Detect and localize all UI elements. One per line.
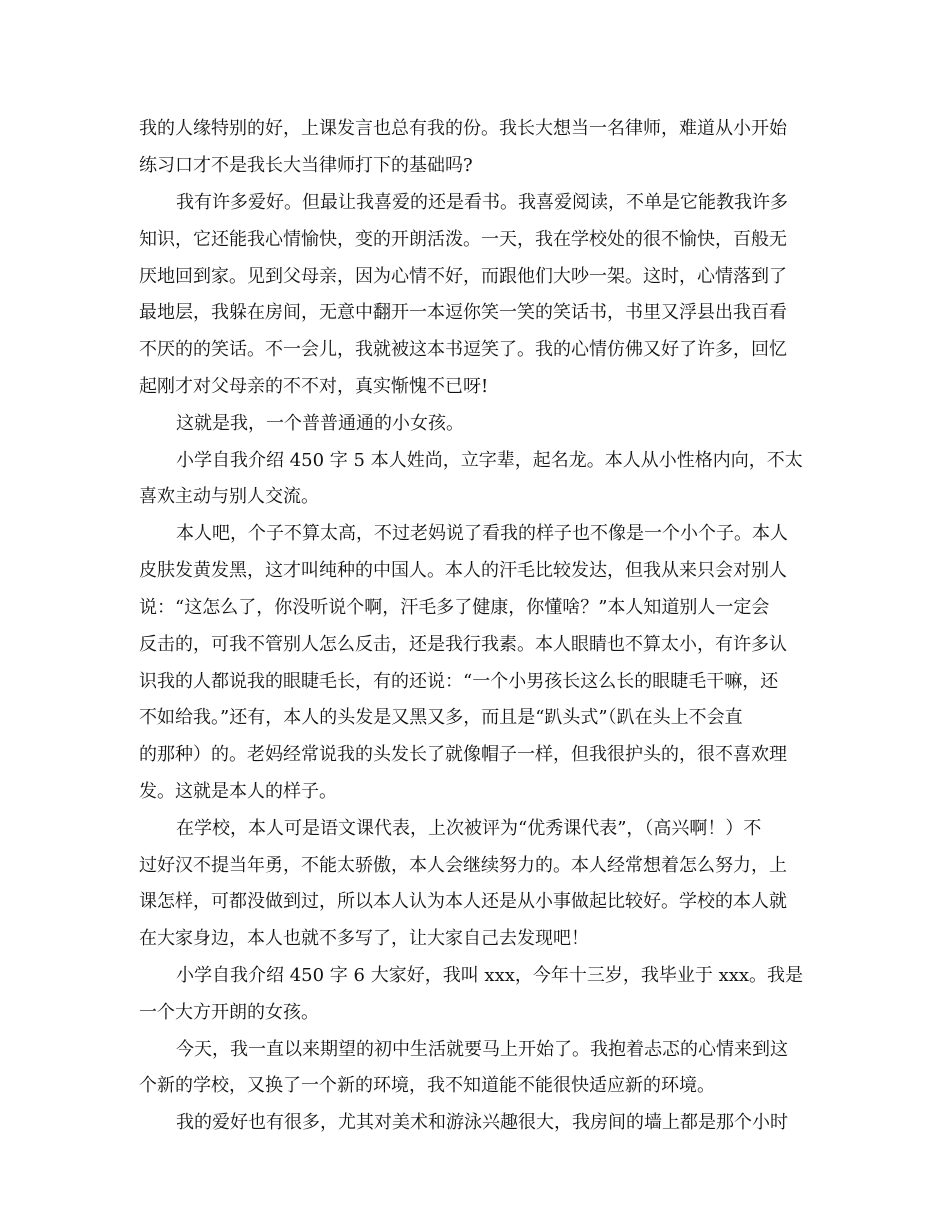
text-line-5: 厌地回到家。见到父母亲，因为心情不好，而跟他们大吵一架。这时，心情落到了: [139, 266, 787, 287]
text-line-8: 起刚才对父母亲的不不对，真实惭愧不已呀!: [139, 376, 489, 397]
text-line-23: 在大家身边，本人也就不多写了，让大家自己去发现吧！: [139, 928, 589, 949]
text-line-25: 一个大方开朗的女孩。: [139, 1002, 319, 1023]
text-line-22: 课怎样，可都没做到过，所以本人认为本人还是从小事做起比较好。学校的本人就: [139, 891, 787, 912]
text-line-13: 皮肤发黄发黑，这才叫纯种的中国人。本人的汗毛比较发达，但我从来只会对别人: [139, 560, 787, 581]
text-line-11: 喜欢主动与别人交流。: [139, 486, 319, 507]
text-line-17: 不如给我。”还有，本人的头发是又黑又多，而且是“趴头式”（趴在头上不会直: [139, 707, 743, 728]
text-line-16: 识我的人都说我的眼睫毛长，有的还说：“一个小男孩长这么长的眼睫毛干嘛，还: [139, 671, 779, 692]
text-line-21: 过好汉不提当年勇，不能太骄傲，本人会继续努力的。本人经常想着怎么努力，上: [139, 855, 787, 876]
text-line-18: 的那种）的。老妈经常说我的头发长了就像帽子一样，但我很护头的，很不喜欢理: [139, 744, 787, 765]
text-line-28: 我的爱好也有很多，尤其对美术和游泳兴趣很大，我房间的墙上都是那个小时: [176, 1112, 788, 1133]
text-line-26: 今天，我一直以来期望的初中生活就要马上开始了。我抱着忐忑的心情来到这: [176, 1039, 788, 1060]
text-line-9: 这就是我，一个普普通通的小女孩。: [176, 413, 464, 434]
text-line-10: 小学自我介绍 450 字 5 本人姓尚，立字辈，起名龙。本人从小性格内向，不太: [176, 450, 803, 471]
text-line-2: 练习口才不是我长大当律师打下的基础吗?: [139, 155, 473, 176]
text-line-15: 反击的，可我不管别人怎么反击，还是我行我素。本人眼睛也不算太小，有许多认: [139, 634, 787, 655]
text-line-14: 说：“这怎么了，你没听说个啊，汗毛多了健康，你懂啥？”本人知道别人一定会: [139, 597, 770, 618]
text-line-20: 在学校，本人可是语文课代表，上次被评为“优秀课代表”，（高兴啊！）不: [176, 818, 762, 839]
text-line-19: 发。这就是本人的样子。: [139, 781, 337, 802]
text-line-3: 我有许多爱好。但最让我喜爱的还是看书。我喜爱阅读，不单是它能教我许多: [176, 192, 788, 213]
text-line-7: 不厌的的笑话。不一会儿，我就被这本书逗笑了。我的心情仿佛又好了许多，回忆: [139, 339, 787, 360]
text-line-4: 知识，它还能我心情愉快，变的开朗活泼。一天，我在学校处的很不愉快，百般无: [139, 229, 787, 250]
text-line-27: 个新的学校，又换了一个新的环境，我不知道能不能很快适应新的环境。: [139, 1075, 715, 1096]
text-line-24: 小学自我介绍 450 字 6 大家好，我叫 xxx，今年十三岁，我毕业于 xxx。我是: [176, 965, 804, 986]
text-line-1: 我的人缘特别的好，上课发言也总有我的份。我长大想当一名律师，难道从小开始: [139, 118, 787, 139]
text-line-12: 本人吧，个子不算太高，不过老妈说了看我的样子也不像是一个小个子。本人: [176, 523, 788, 544]
text-line-6: 最地层，我躲在房间，无意中翻开一本逗你笑一笑的笑话书，书里又浮县出我百看: [139, 302, 787, 323]
